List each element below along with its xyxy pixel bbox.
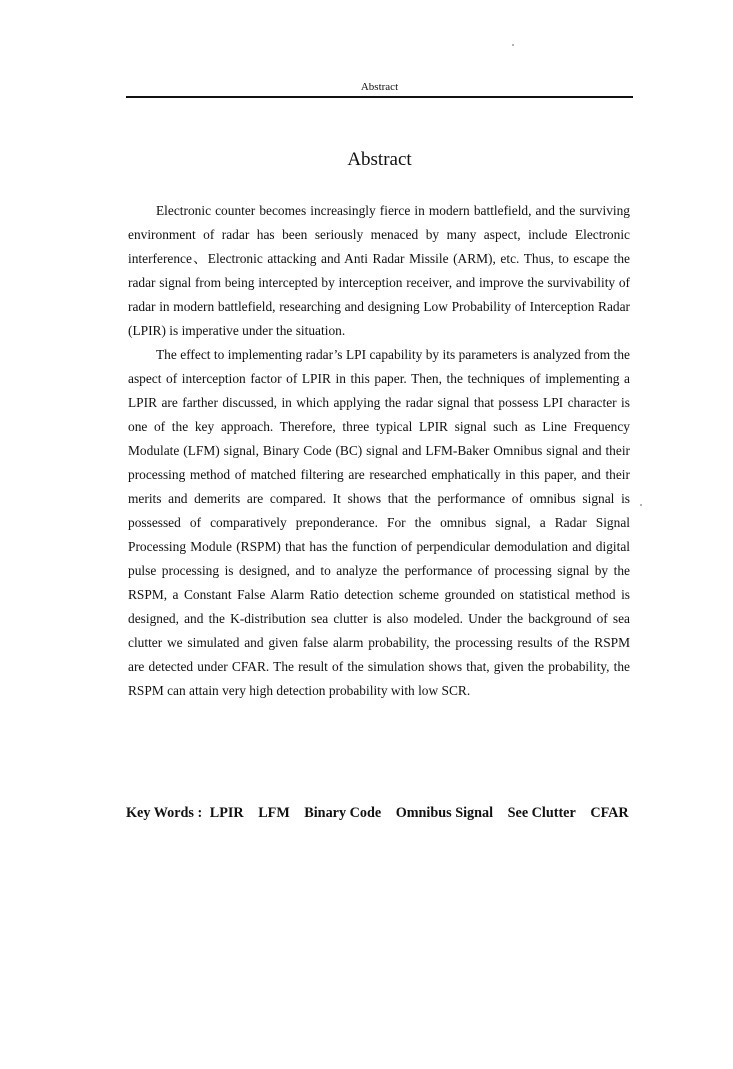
keywords-line xyxy=(126,802,646,824)
keyword-term: LFM xyxy=(258,805,290,821)
keyword-term: CFAR xyxy=(590,805,629,821)
keyword-term: See Clutter xyxy=(507,805,576,821)
scan-speck xyxy=(640,504,642,506)
scan-speck xyxy=(512,44,514,46)
header-rule xyxy=(126,96,633,98)
keywords-label: Key Words : xyxy=(126,805,203,821)
running-header: Abstract xyxy=(360,81,399,93)
keyword-term: LPIR xyxy=(209,805,244,821)
page-title: Abstract xyxy=(347,149,412,170)
abstract-paragraph-1: Electronic counter becomes increasingly fierce in modern battlefield, and the surviving environment of radar has been seriously menaced by many aspect, include Electronic interference、Electronic attacking and Anti Radar Missile (ARM), etc. Thus, to escape the radar signal from being intercepted by interception receiver, and improve the survivability of radar in modern battlefield, researching and designing Low Probability of Interception Radar (LPIR) is imperative under the situation. xyxy=(128,203,630,338)
abstract-paragraph-2: The effect to implementing radar’s LPI capability by its parameters is analyzed from the aspect of interception factor of LPIR in this paper. Then, the techniques of implementing a LPIR are farther discussed, in which applying the radar signal that possess LPI character is one of the key approach. Therefore, three typical LPIR signal such as Line Frequency Modulate (LFM) signal, Binary Code (BC) signal and LFM-Baker Omnibus signal and their processing method of matched filtering are researched emphatically in this paper, and their merits and demerits are compared. It shows that the performance of omnibus signal is possessed of comparatively preponderance. For the omnibus signal, a Radar Signal Processing Module (RSPM) that has the function of perpendicular demodulation and digital pulse processing is designed, and to analyze the performance of processing signal by the RSPM, a Constant False Alarm Ratio detection scheme grounded on statistical method is designed, and the K-distribution sea clutter is also modeled. Under the background of sea clutter we simulated and given false alarm probability, the processing results of the RSPM are detected under CFAR. The result of the simulation shows that, given the probability, the RSPM can attain very high detection probability with low SCR. xyxy=(128,347,630,698)
keyword-term: Binary Code xyxy=(304,805,382,821)
abstract-body xyxy=(128,199,630,703)
keyword-term: Omnibus Signal xyxy=(395,805,494,821)
